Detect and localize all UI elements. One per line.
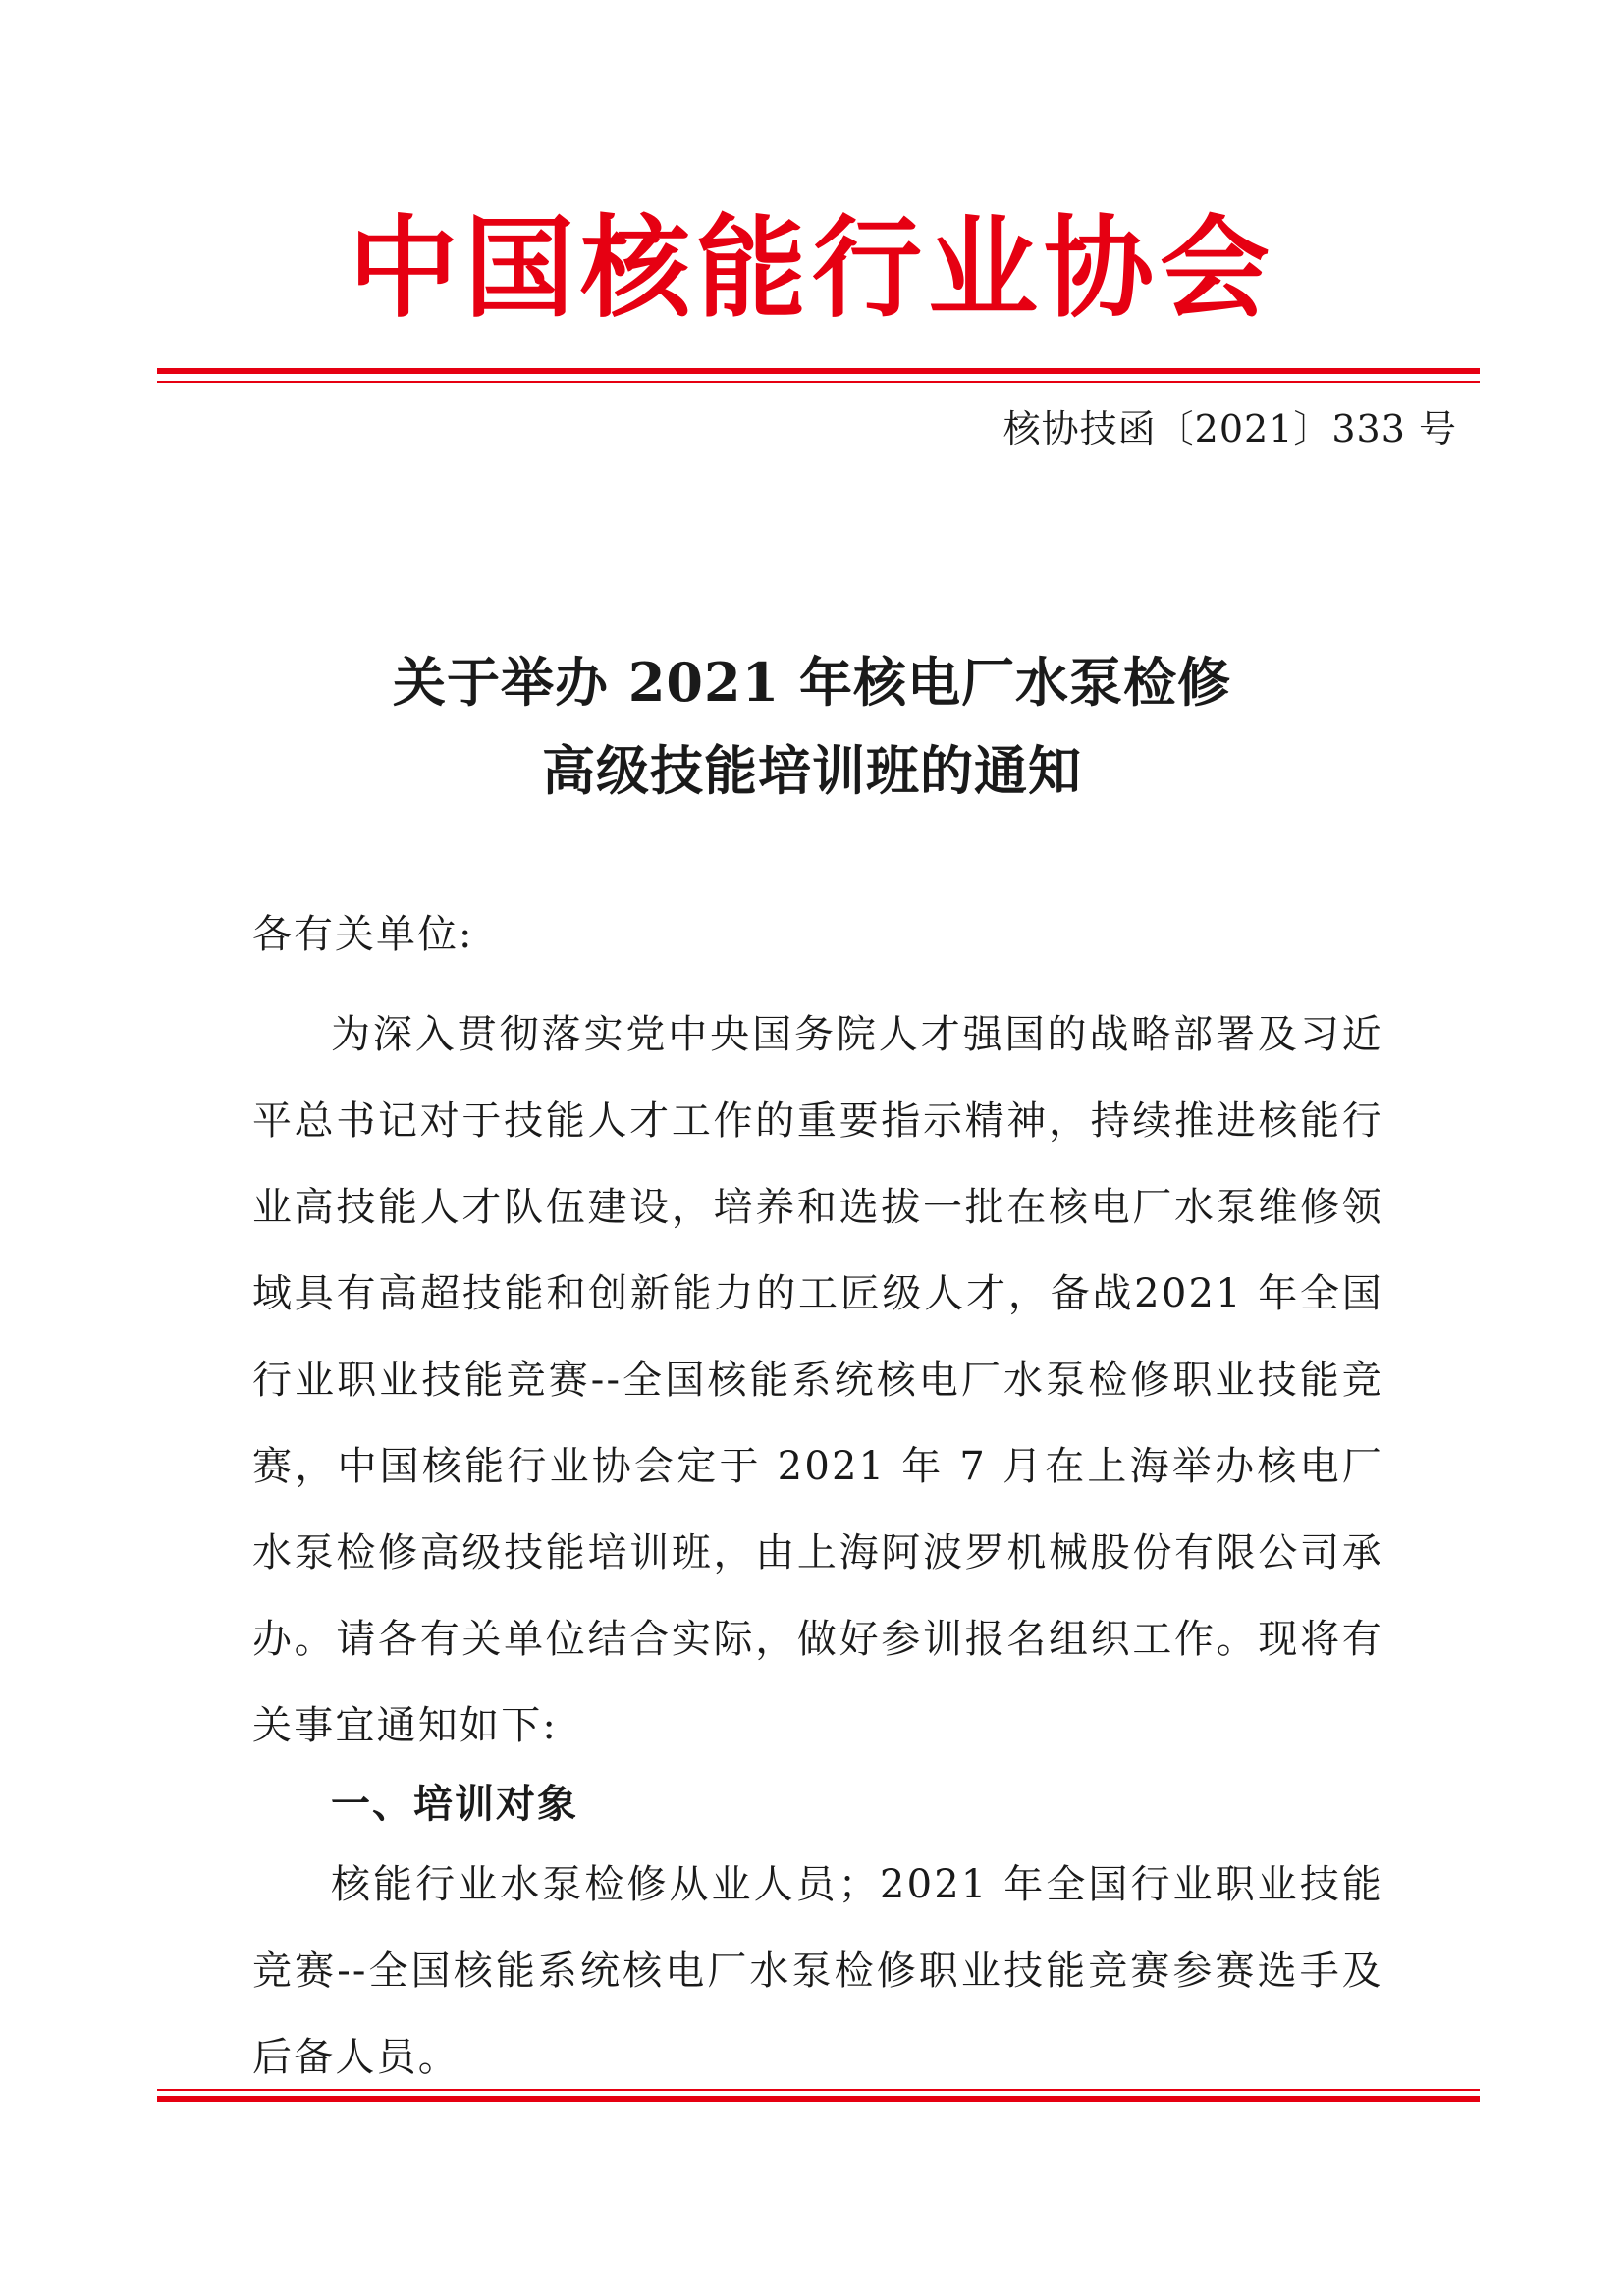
footer-rule-thin [157,2089,1480,2091]
header-rule-thin [157,381,1480,383]
intro-paragraph: 为深入贯彻落实党中央国务院人才强国的战略部署及习近平总书记对于技能人才工作的重要指示精神，持续推进核能行业高技能人才队伍建设，培养和选拔一批在核电厂水泵维修领域具有高超技能和创新能力的工匠级人才，备战2021 年全国行业职业技能竞赛--全国核能系统核电厂水泵检修职业技能竞赛，中国核能行业协会定于 2021 年 7 月在上海举办核电厂水泵检修高级技能培训班，由上海阿波罗机械股份有限公司承办。请各有关单位结合实际，做好参训报名组织工作。现将有关事宜通知如下: [252,1012,1383,1748]
footer-rule-thick [157,2096,1480,2102]
organization-masthead: 中国核能行业协会 [349,204,1275,333]
notice-title-line-2: 高级技能培训班的通知 [542,739,1082,802]
section-heading-training-target: 一、培训对象 [331,1781,578,1827]
notice-title-line-1: 关于举办 2021 年核电厂水泵检修 [393,651,1231,714]
section1-paragraph: 核能行业水泵检修从业人员；2021 年全国行业职业技能竞赛--全国核能系统核电厂水泵检修职业技能竞赛参赛选手及后备人员。 [252,1862,1383,2080]
intro-paragraph-block [252,991,1383,1769]
section1-paragraph-block [252,1842,1383,2101]
header-rule-thick [157,368,1480,374]
document-number: 核协技函〔2021〕333 号 [1002,407,1457,451]
salutation: 各有关单位: [252,912,474,957]
